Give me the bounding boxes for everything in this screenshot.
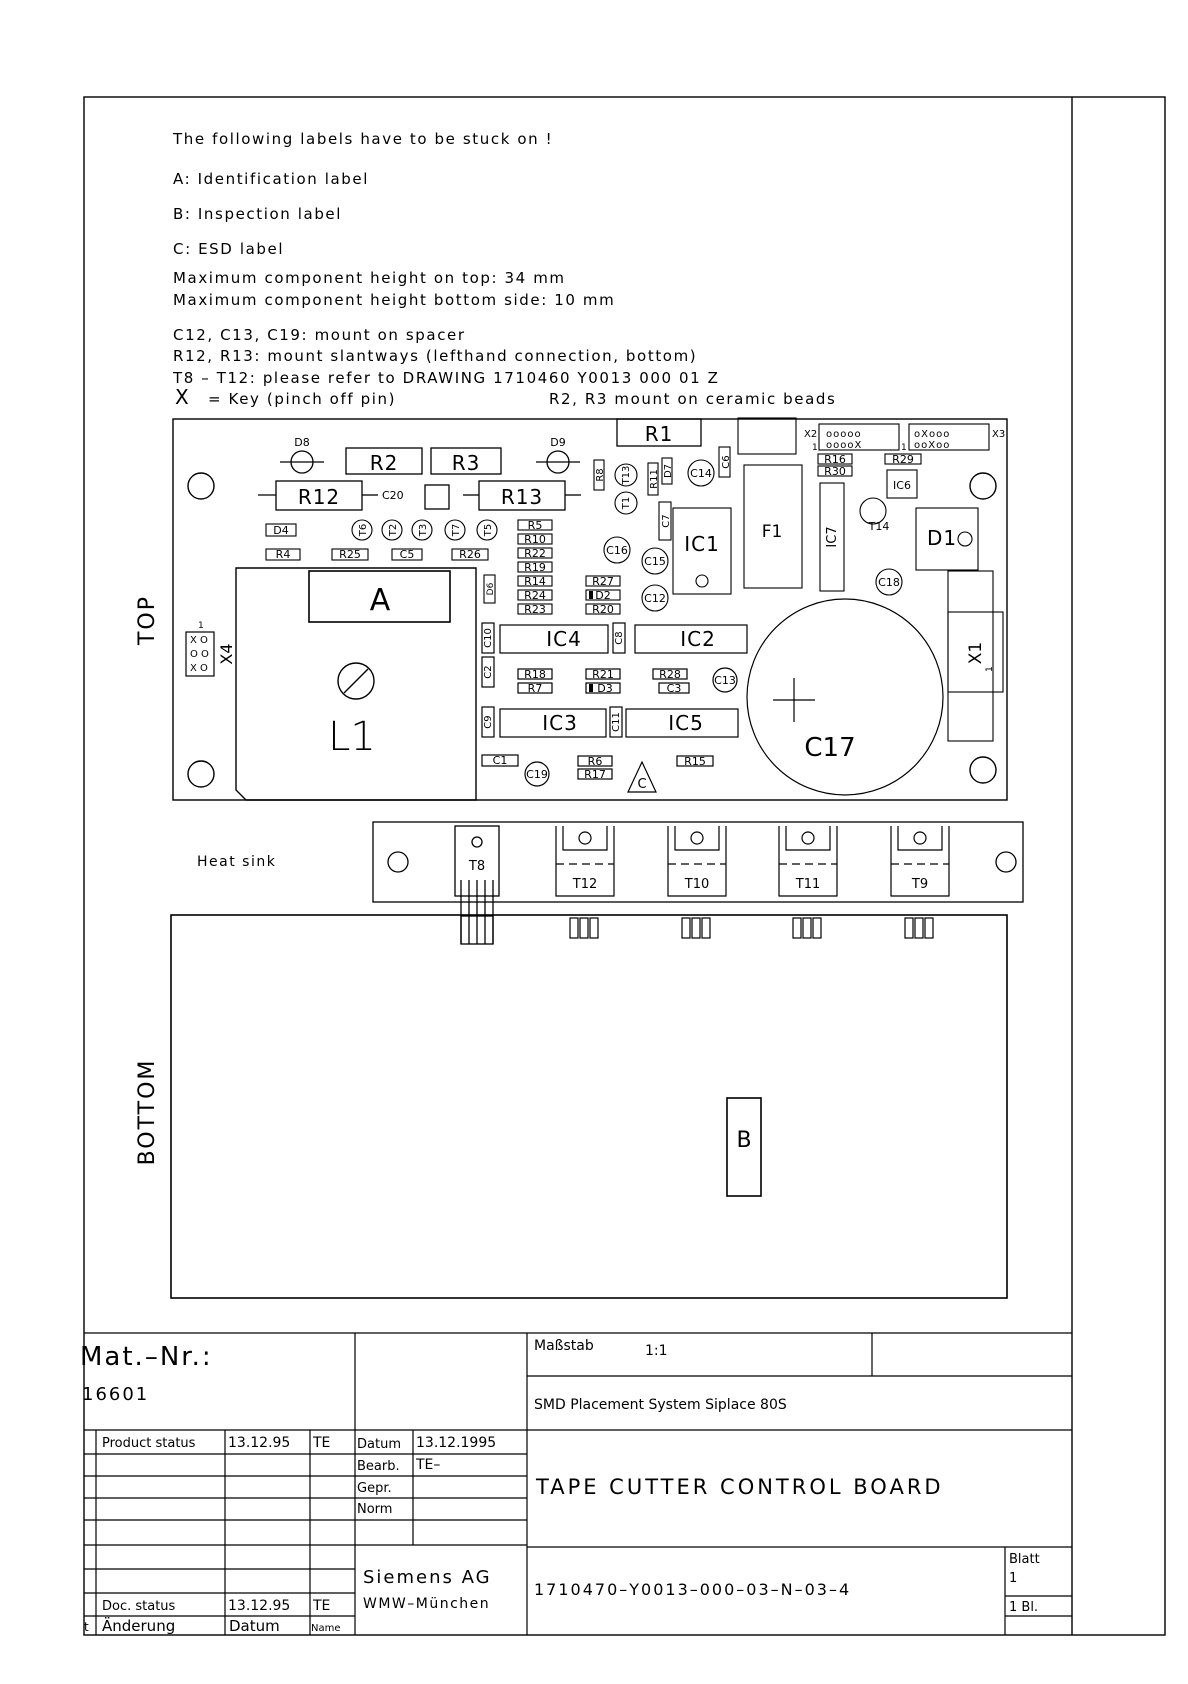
r14-label: R14 [524,575,546,588]
r4-label: R4 [275,548,291,561]
note-line-5: Maximum component height on top: 34 mm [173,269,566,287]
bottom-side-label: BOTTOM [135,1058,160,1166]
mat-nr-value: 16601 [82,1384,150,1405]
c1-label: C1 [492,754,508,767]
c17-label: C17 [804,733,856,763]
mount-hole-br [970,757,996,783]
x3-pin1: 1 [901,443,907,453]
transistor-t9 [891,826,949,938]
c8-label: C8 [614,631,625,645]
t12-label: T12 [572,877,598,892]
scale-value: 1:1 [645,1343,668,1359]
d3-cathode [589,684,593,692]
norm-label: Norm [357,1502,393,1517]
system-name: SMD Placement System Siplace 80S [534,1397,787,1413]
r19-label: R19 [524,561,546,574]
r5-label: R5 [527,519,543,532]
scale-label: Maßstab [534,1338,594,1354]
x4-pins-row1: X O [190,635,208,646]
ic3-label: IC3 [542,711,578,735]
sheet-count: 1 Bl. [1009,1600,1039,1615]
t11-label: T11 [795,877,821,892]
c12-label: C12 [644,592,666,605]
c9-label: C9 [483,715,494,729]
product-status-name: TE [313,1435,331,1451]
d7-label: D7 [663,463,674,479]
note-line-2: A: Identification label [173,170,370,188]
t7-label: T7 [451,523,462,537]
c6-label: C6 [721,455,732,469]
mat-nr-label: Mat.–Nr.: [80,1342,213,1372]
c11-label: C11 [611,712,622,732]
x4-pins-row3: X O [190,663,208,674]
d9-label: D9 [550,436,566,449]
note-line-1: The following labels have to be stuck on ! [173,130,554,148]
c15-label: C15 [644,555,666,568]
t10-label: T10 [684,877,710,892]
blatt-value: 1 [1009,1571,1018,1586]
t3-label: T3 [418,523,429,537]
row-prefix: t [84,1620,89,1634]
t5-label: T5 [483,523,494,537]
ic2-label: IC2 [680,627,716,651]
transistor-t12 [556,826,614,938]
label-c: C [637,777,647,792]
r15-label: R15 [684,755,706,768]
x1-label: X1 [966,641,986,665]
mount-hole-tl [188,473,214,499]
bottom-board [135,915,1007,1298]
t2-label: T2 [388,523,399,537]
r7-label: R7 [527,682,543,695]
note-line-4: C: ESD label [173,240,285,258]
datum-label: Datum [357,1437,401,1452]
aenderung-col: Änderung [102,1617,176,1635]
ic6-label: IC6 [893,479,911,492]
x2-pins-row1: ooooo [826,429,862,440]
gepr-label: Gepr. [357,1481,392,1496]
notes-block [172,130,836,409]
note-line-7: C12, C13, C19: mount on spacer [173,326,466,344]
company-name: Siemens AG [363,1567,492,1588]
t1-label: T1 [621,496,632,510]
transistor-t10 [668,826,726,938]
name-col: Name [311,1623,341,1634]
r20-label: R20 [592,603,614,616]
note-line-6: Maximum component height bottom side: 10 mm [173,291,616,309]
x2-pins-row2: ooooX [826,440,863,451]
d1-label: D1 [926,526,958,550]
d2-label: D2 [595,589,611,602]
top-board [135,418,1007,800]
heat-sink [197,822,1023,944]
x1-pin1: 1 [985,666,995,672]
doc-status-name: TE [313,1598,331,1614]
label-b: B [736,1128,752,1153]
top-board-outline [173,419,1007,800]
r1-label: R1 [644,422,674,446]
r28-label: R28 [659,668,681,681]
blatt-label: Blatt [1009,1552,1040,1567]
r24-label: R24 [524,589,546,602]
r27-label: R27 [592,575,614,588]
r26-label: R26 [459,548,481,561]
c13-label: C13 [714,674,736,687]
product-status-label: Product status [102,1436,196,1451]
doc-status-label: Doc. status [102,1599,176,1614]
ic7-label: IC7 [825,526,840,548]
power-transistors [556,826,949,938]
d3-label: D3 [597,682,613,695]
drawing-title: TAPE CUTTER CONTROL BOARD [536,1475,944,1499]
drawing-number: 1710470–Y0013–000–03–N–03–4 [534,1580,852,1599]
c14-label: C14 [690,467,712,480]
c2-label: C2 [483,665,494,679]
r3-label: R3 [451,451,481,475]
r16-label: R16 [824,453,846,466]
x3-label: X3 [992,429,1006,440]
x2-pin1: 1 [812,443,818,453]
x4-pins-row2: O O [190,649,209,660]
note-line-3: B: Inspection label [173,205,343,223]
r29-label: R29 [892,453,914,466]
company-location: WMW–München [363,1596,491,1612]
r2-label: R2 [369,451,399,475]
bearb-label: Bearb. [357,1459,400,1474]
note-line-9: T8 – T12: please refer to DRAWING 1710460 Y0013 000 01 Z [173,369,720,387]
note-line-10: = Key (pinch off pin) [208,390,397,408]
top-side-label: TOP [135,594,160,646]
l1-label: L1 [328,714,376,760]
title-block [80,1333,1072,1635]
mount-hole-bl [188,761,214,787]
datum-value: 13.12.1995 [416,1435,497,1451]
r11-label: R11 [649,469,660,489]
c3-label: C3 [666,682,682,695]
ic4-label: IC4 [546,627,582,651]
capacitor-c20 [425,485,449,509]
t6-label: T6 [358,523,369,537]
c19-label: C19 [526,768,548,781]
mount-hole-tr [970,473,996,499]
x3-pins-row2: ooXoo [914,440,951,451]
ic1-label: IC1 [684,532,720,556]
note-line-10b: R2, R3 mount on ceramic beads [549,390,837,408]
t8-label: T8 [468,859,486,874]
datum-col: Datum [229,1617,280,1635]
d8-label: D8 [294,436,310,449]
label-a: A [369,583,391,618]
c10-label: C10 [483,628,494,648]
r8-label: R8 [595,468,606,482]
x3-pins-row1: oXooo [914,429,951,440]
d2-cathode [589,591,593,599]
c5-label: C5 [399,548,415,561]
c16-label: C16 [606,544,628,557]
r25-label: R25 [339,548,361,561]
t9-label: T9 [911,877,929,892]
heat-sink-hole-left [388,852,408,872]
r21-label: R21 [592,668,614,681]
c20-label: C20 [382,489,404,502]
ic5-label: IC5 [668,711,704,735]
c7-label: C7 [661,514,672,528]
r22-label: R22 [524,547,546,560]
d4-label: D4 [273,524,289,537]
capacitor-c17 [747,599,943,795]
f1-label: F1 [761,522,783,542]
doc-status-date: 13.12.95 [228,1598,291,1614]
c18-label: C18 [878,576,900,589]
r23-label: R23 [524,603,546,616]
r17-label: R17 [584,768,606,781]
t13-label: T13 [621,465,632,485]
transistor-t11 [779,826,837,938]
fuse-holder [738,418,796,454]
x4-pin1: 1 [198,621,204,631]
x2-label: X2 [804,429,818,440]
bearb-value: TE– [416,1457,441,1473]
r13-label: R13 [500,485,544,509]
x4-label: X4 [217,643,236,665]
r30-label: R30 [824,465,846,478]
note-line-8: R12, R13: mount slantways (lefthand connection, bottom) [173,347,698,365]
r6-label: R6 [587,755,603,768]
heat-sink-label: Heat sink [197,854,277,870]
d6-label: D6 [486,582,496,596]
t14-label: T14 [868,520,890,533]
r18-label: R18 [524,668,546,681]
heat-sink-hole-right [996,852,1016,872]
key-x-symbol: X [175,385,189,409]
product-status-date: 13.12.95 [228,1435,291,1451]
r12-label: R12 [297,485,341,509]
bottom-board-outline [171,915,1007,1298]
r10-label: R10 [524,533,546,546]
